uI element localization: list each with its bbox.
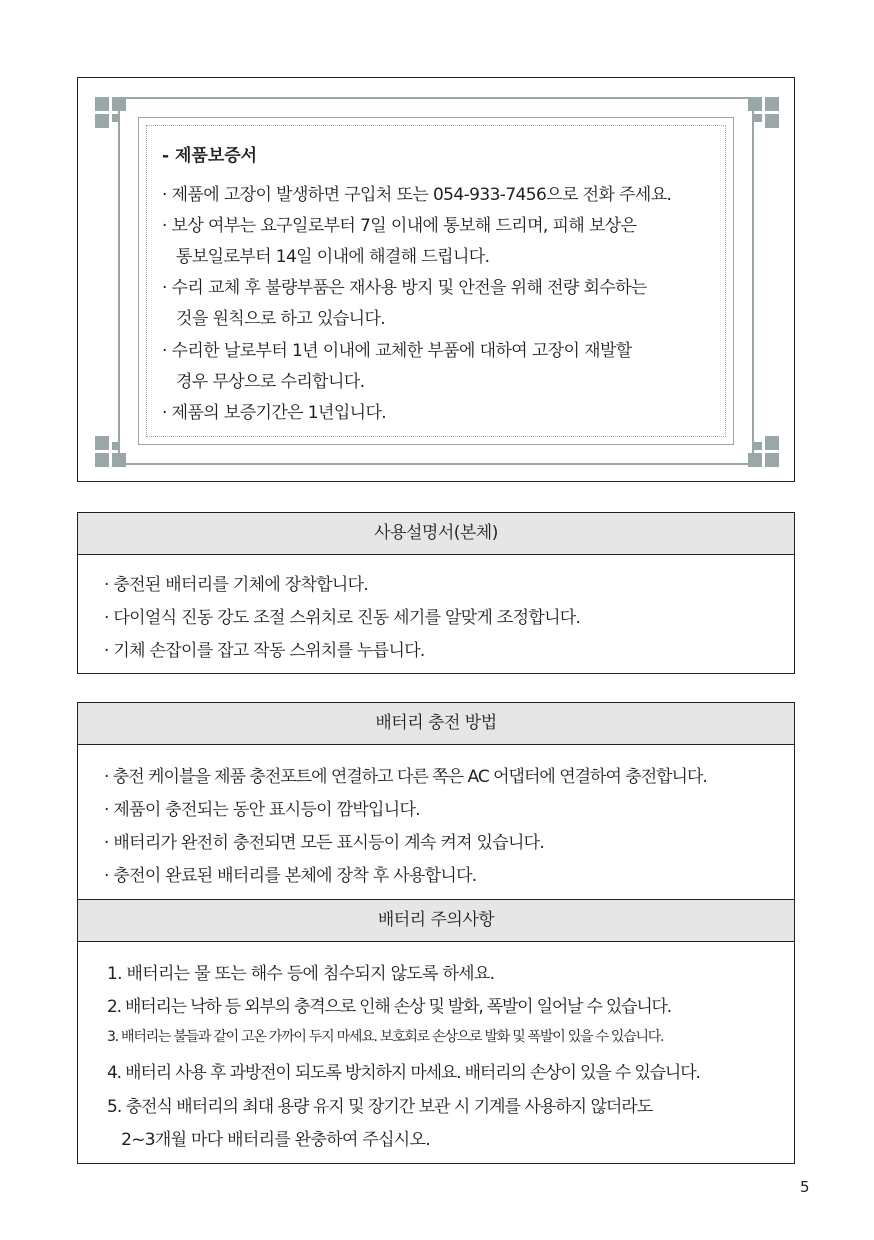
charging-item: · 배터리가 완전히 충전되면 모든 표시등이 계속 켜져 있습니다. [104, 833, 545, 853]
charging-title: 배터리 충전 방법 [78, 703, 794, 745]
warranty-line: · 제품의 보증기간은 1년입니다. [162, 403, 387, 423]
warranty-title: - 제품보증서 [162, 146, 258, 166]
warranty-line: 경우 무상으로 수리합니다. [176, 372, 365, 392]
caution-title: 배터리 주의사항 [78, 899, 794, 942]
warranty-line: · 제품에 고장이 발생하면 구입처 또는 054-933-7456으로 전화 주세요. [162, 185, 672, 205]
manual-title: 사용설명서(본체) [78, 513, 794, 555]
charging-item: · 충전이 완료된 배터리를 본체에 장착 후 사용합니다. [104, 866, 477, 886]
warranty-line: 것을 원칙으로 하고 있습니다. [176, 309, 386, 329]
frame-corner-ornament [731, 419, 779, 467]
warranty-line: · 수리한 날로부터 1년 이내에 교체한 부품에 대하여 고장이 재발할 [162, 341, 632, 361]
frame-corner-ornament [95, 97, 143, 145]
caution-item: 1. 배터리는 물 또는 해수 등에 침수되지 않도록 하세요. [107, 964, 495, 984]
warranty-line: · 보상 여부는 요구일로부터 7일 이내에 통보해 드리며, 피해 보상은 [162, 216, 637, 236]
caution-item: 2. 배터리는 낙하 등 외부의 충격으로 인해 손상 및 발화, 폭발이 일어날 수 있습니다. [107, 997, 671, 1017]
caution-item: 2~3개월 마다 배터리를 완충하여 주십시오. [107, 1130, 430, 1150]
charging-item: · 제품이 충전되는 동안 표시등이 깜박입니다. [104, 800, 420, 820]
manual-item: · 기체 손잡이를 잡고 작동 스위치를 누릅니다. [104, 641, 425, 661]
frame-corner-ornament [95, 419, 143, 467]
manual-item: · 충전된 배터리를 기체에 장착합니다. [104, 575, 369, 595]
caution-item: 4. 배터리 사용 후 과방전이 되도록 방치하지 마세요. 배터리의 손상이 있을 수 있습니다. [107, 1063, 700, 1083]
page-number: 5 [800, 1178, 810, 1196]
caution-item: 5. 충전식 배터리의 최대 용량 유지 및 장기간 보관 시 기계를 사용하지 않더라도 [107, 1097, 653, 1117]
warranty-line: · 수리 교체 후 불량부품은 재사용 방지 및 안전을 위해 전량 회수하는 [162, 278, 647, 298]
frame-corner-ornament [731, 97, 779, 145]
charging-item: · 충전 케이블을 제품 충전포트에 연결하고 다른 쪽은 AC 어댑터에 연결하여 충전합니다. [104, 767, 707, 787]
manual-item: · 다이얼식 진동 강도 조절 스위치로 진동 세기를 알맞게 조정합니다. [104, 608, 581, 628]
caution-item: 3. 배터리는 불들과 같이 고온 가까이 두지 마세요. 보호회로 손상으로 발화 및 폭발이 있을 수 있습니다. [107, 1029, 664, 1045]
warranty-line: 통보일로부터 14일 이내에 해결해 드립니다. [176, 247, 490, 267]
